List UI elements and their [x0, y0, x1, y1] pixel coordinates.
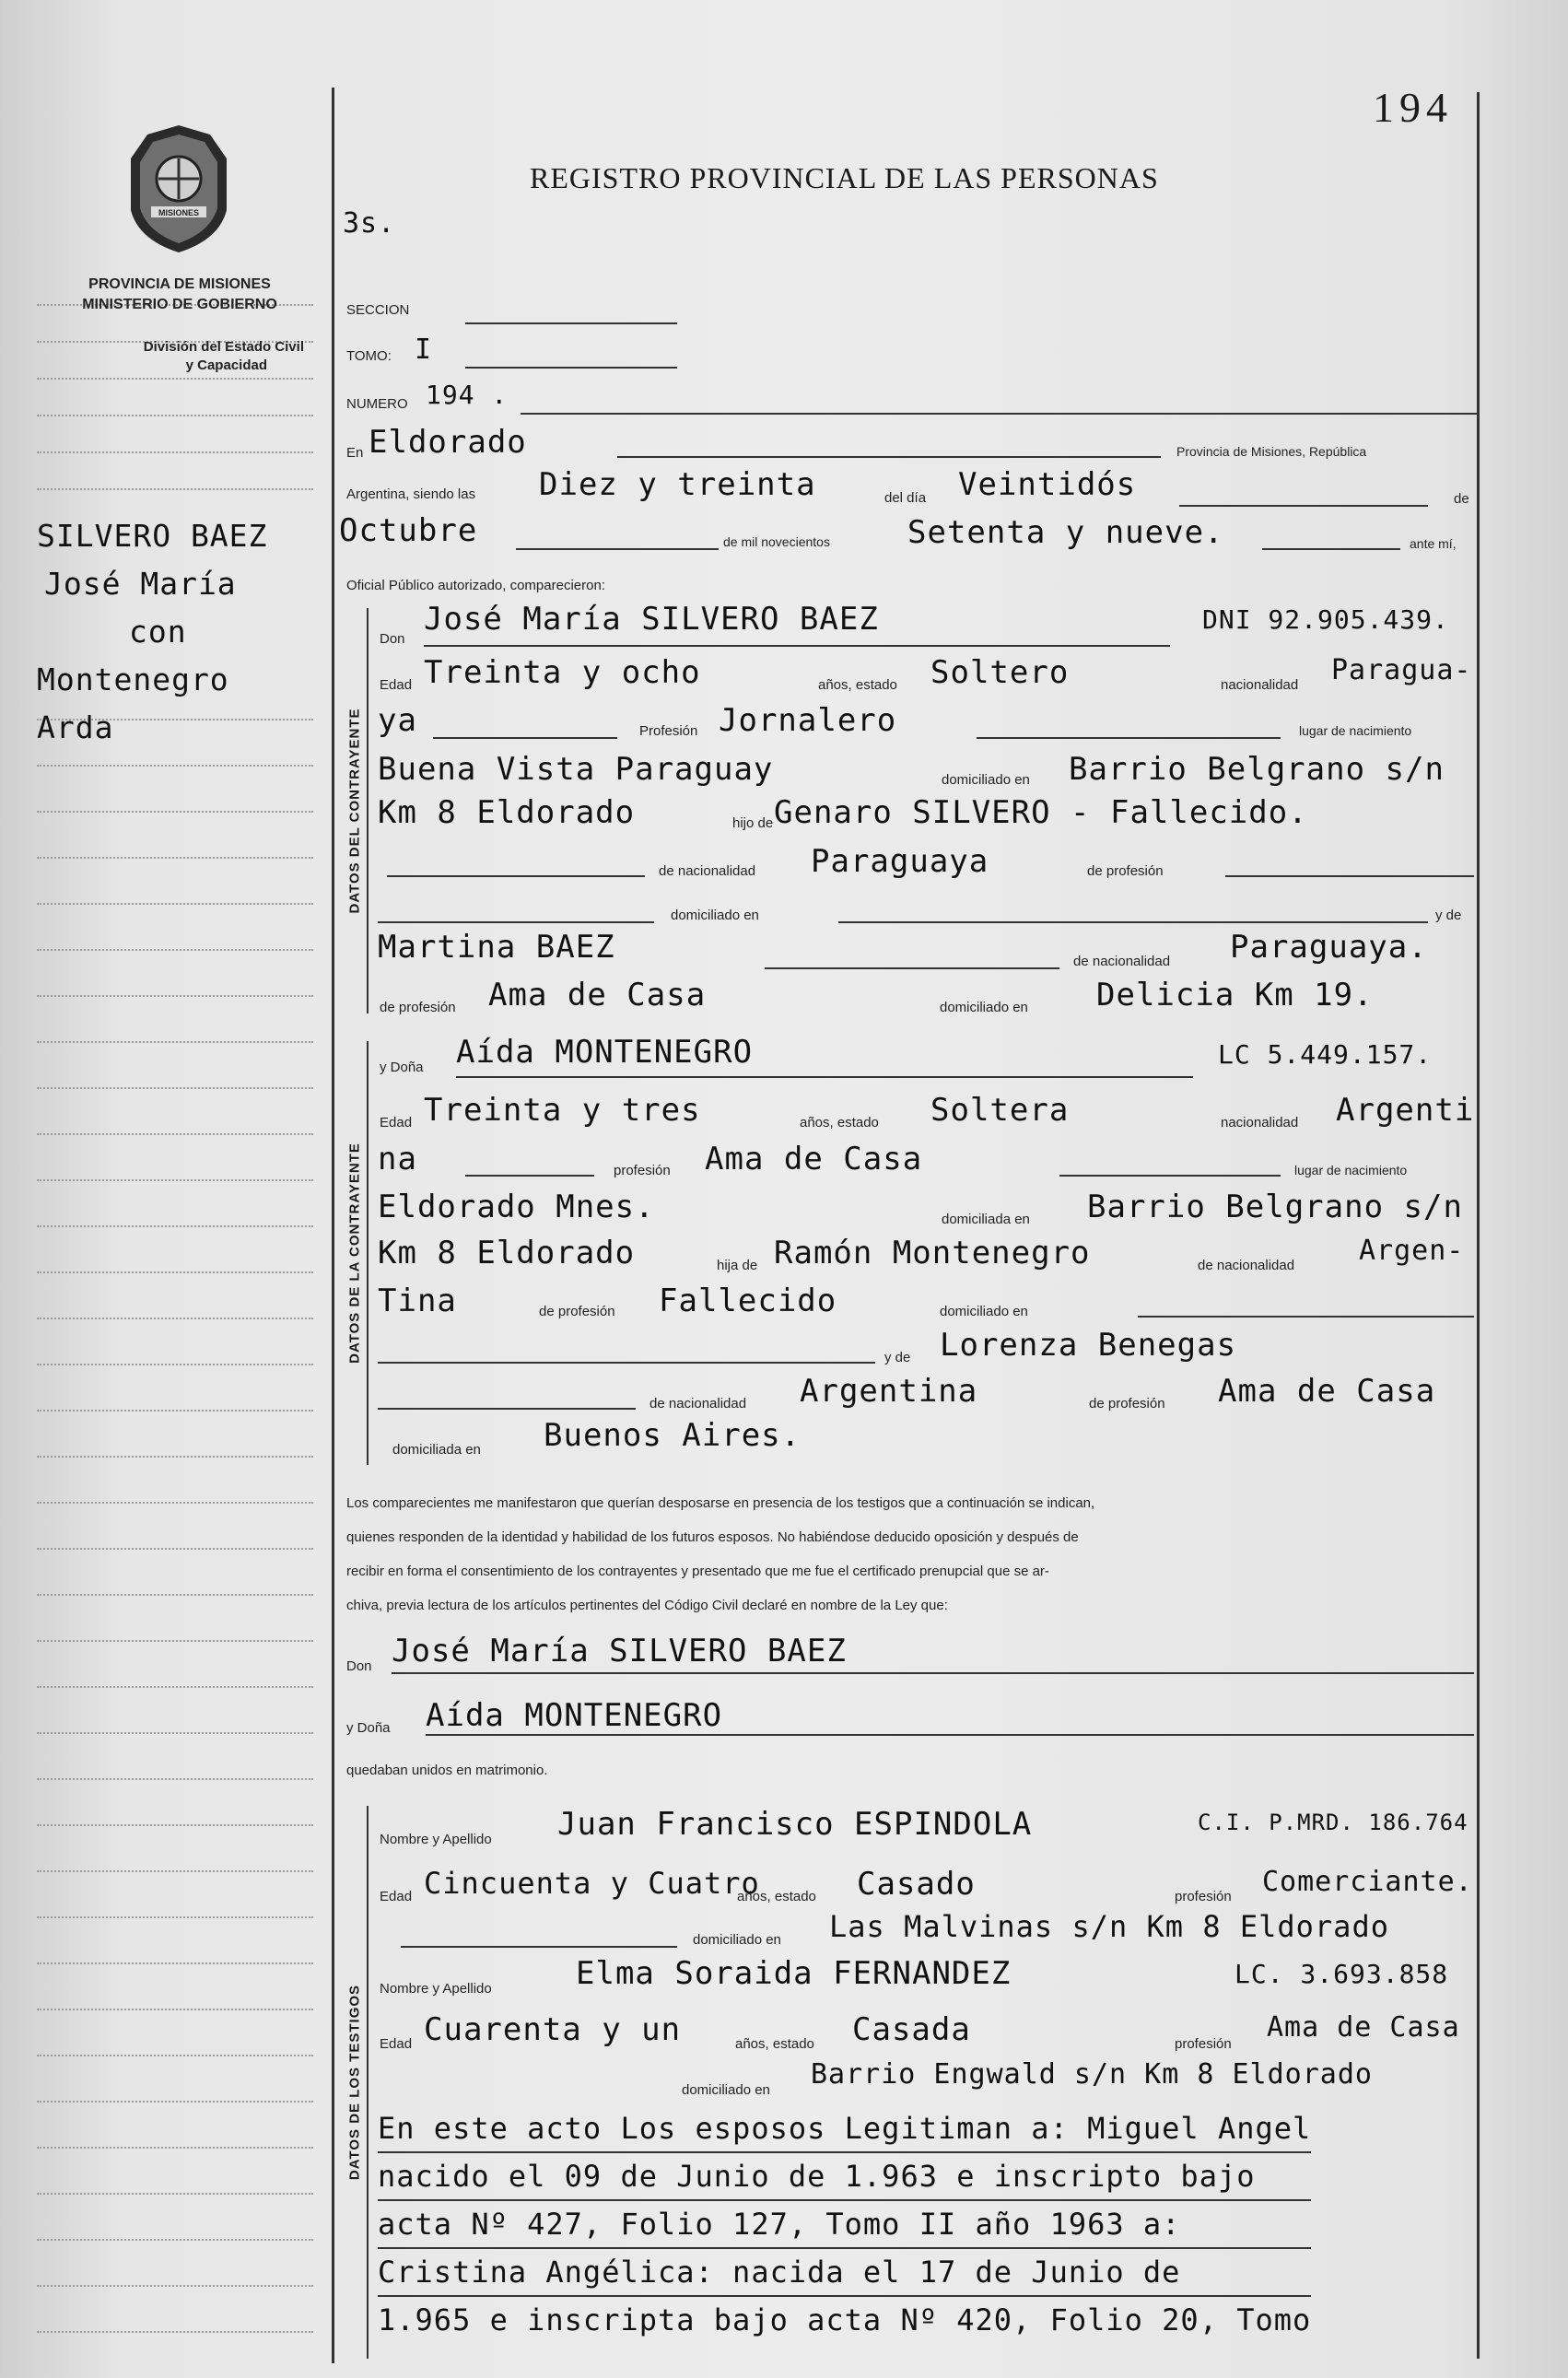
w2-status: Casada [852, 2011, 971, 2048]
w2-name-label: Nombre y Apellido [380, 1981, 492, 1997]
w1-edad-label: Edad [380, 1889, 413, 1904]
bride-y-de-label: y de [884, 1350, 911, 1365]
ante-label: ante mí, [1410, 536, 1457, 551]
union-don-label: Don [346, 1658, 372, 1674]
union-bride: Aída MONTENEGRO [426, 1697, 723, 1734]
w2-dom-label: domiciliado en [682, 2082, 770, 2098]
groom-mother-profession: Ama de Casa [488, 977, 707, 1013]
groom-mother-dom-label: domiciliado en [940, 1000, 1028, 1015]
right-rule [1477, 92, 1480, 2359]
groom-mother: Martina BAEZ [378, 929, 615, 966]
w2-address: Barrio Engwald s/n Km 8 Eldorado [811, 2058, 1373, 2091]
tomo-label: TOMO: [346, 348, 392, 364]
witnesses-band: DATOS DE LOS TESTIGOS [346, 1984, 363, 2181]
legitimation-line: nacido el 09 de Junio de 1.963 e inscripto bajo [378, 2153, 1311, 2201]
bride-domiciliada-label: domiciliada en [942, 1212, 1030, 1227]
agency-ministry: MINISTERIO DE GOBIERNO [82, 297, 277, 312]
w2-prof-label: profesión [1175, 2036, 1232, 2052]
bride-mother-nac-label: de nacionalidad [649, 1396, 747, 1412]
bride-mother-dom-label: domiciliada en [392, 1442, 481, 1458]
groom-nacionalidad-label: nacionalidad [1221, 677, 1299, 693]
groom-nationality-1: Paragua- [1331, 654, 1472, 686]
bride-profesion-label: profesión [614, 1163, 671, 1178]
groom-birthplace: Buena Vista Paraguay [378, 751, 774, 788]
groom-name: José María SILVERO BAEZ [424, 601, 879, 638]
argentina-label: Argentina, siendo las [346, 486, 476, 502]
seal-text: MISIONES [158, 208, 200, 217]
tomo-value: I [415, 334, 433, 366]
groom-mother-nac-label: de nacionalidad [1073, 954, 1171, 969]
statement-line: recibir en forma el consentimiento de los contrayentes y presentado que me fue el certificado prenupcial que se ar- [346, 1564, 1049, 1579]
bride-father-dom-label: domiciliado en [940, 1304, 1028, 1319]
agency-division: División del Estado Civil [143, 339, 304, 355]
groom-mother-nationality: Paraguaya. [1230, 929, 1428, 966]
groom-civil-status: Soltero [930, 654, 1070, 691]
bride-father-nac-label: de nacionalidad [1198, 1258, 1295, 1273]
bride-mother-prof-label: de profesión [1089, 1396, 1165, 1412]
bride-mother-profession: Ama de Casa [1218, 1373, 1436, 1410]
mil-label: de mil novecientos [723, 534, 830, 549]
margin-montenegro: Montenegro [37, 662, 229, 697]
agency-capacity: y Capacidad [185, 357, 267, 373]
bride-anos-label: años, estado [800, 1115, 879, 1130]
day-value: Veintidós [958, 466, 1137, 503]
bride-dona-label: y Doña [380, 1060, 424, 1075]
bride-document: LC 5.449.157. [1218, 1039, 1433, 1070]
oficial-label: Oficial Público autorizado, comparecieron: [346, 578, 605, 593]
w1-profession: Comerciante. [1262, 1866, 1473, 1898]
w2-document: LC. 3.693.858 [1235, 1959, 1449, 1989]
w1-dom-label: domiciliado en [693, 1932, 781, 1948]
w2-age: Cuarenta y un [424, 2011, 682, 2048]
w2-profession: Ama de Casa [1267, 2011, 1460, 2044]
bride-profession: Ama de Casa [705, 1141, 923, 1177]
margin-surname: SILVERO BAEZ [37, 518, 268, 554]
groom-father: Genaro SILVERO - Fallecido. [774, 794, 1308, 831]
bride-mother-nationality: Argentina [800, 1373, 978, 1410]
statement-text [346, 1486, 1094, 1622]
year-value: Setenta y nueve. [907, 514, 1224, 551]
groom-mother-prof-label: de profesión [380, 1000, 456, 1015]
w1-anos-label: años, estado [737, 1889, 816, 1904]
legitimation-line: 1.965 e inscripta bajo acta Nº 420, Folio 20, Tomo [378, 2302, 1312, 2337]
bride-father: Ramón Montenegro [774, 1235, 1091, 1271]
groom-band: DATOS DEL CONTRAYENTE [346, 708, 363, 914]
w1-prof-label: profesión [1175, 1889, 1232, 1904]
bride-nacionalidad-label: nacionalidad [1221, 1115, 1299, 1130]
annotation-3s: 3s. [343, 207, 396, 240]
groom-y-de-label: y de [1435, 908, 1462, 923]
legitimation-line: acta Nº 427, Folio 127, Tomo II año 1963 a: [378, 2201, 1311, 2249]
groom-lugar-label: lugar de nacimiento [1299, 723, 1412, 738]
groom-domiciliado-label: domiciliado en [942, 772, 1030, 788]
provincial-seal-icon [118, 122, 240, 255]
page-title: REGISTRO PROVINCIAL DE LAS PERSONAS [530, 161, 1159, 194]
statement-line: chiva, previa lectura de los artículos pertinentes del Código Civil declaré en nombre de la Ley que: [346, 1598, 948, 1613]
groom-father-dom-label: domiciliado en [671, 908, 759, 923]
w1-address: Las Malvinas s/n Km 8 Eldorado [829, 1909, 1389, 1944]
w1-document: C.I. P.MRD. 186.764 [1198, 1810, 1469, 1835]
page-number: 194 [1373, 84, 1453, 131]
groom-nationality-2: ya [378, 702, 417, 739]
groom-anos-label: años, estado [818, 677, 897, 693]
agency-province: PROVINCIA DE MISIONES [88, 276, 271, 292]
del-dia-label: del día [884, 490, 927, 506]
bride-address-1: Barrio Belgrano s/n [1087, 1189, 1463, 1225]
bride-hija-label: hija de [717, 1258, 758, 1273]
union-dona-label: y Doña [346, 1720, 391, 1736]
numero-value: 194 . [426, 380, 509, 410]
groom-age: Treinta y ocho [424, 654, 701, 691]
groom-mother-address: Delicia Km 19. [1096, 977, 1374, 1013]
groom-hijo-label: hijo de [732, 815, 774, 831]
groom-edad-label: Edad [380, 677, 413, 693]
w1-name-label: Nombre y Apellido [380, 1832, 492, 1847]
union-closing: quedaban unidos en matrimonio. [346, 1763, 548, 1778]
groom-profesion-label: Profesión [639, 723, 698, 739]
statement-line: Los comparecientes me manifestaron que querían desposarse en presencia de los testigos que a continuación se indican, [346, 1495, 1095, 1511]
margin-con: con [129, 614, 187, 650]
groom-profession: Jornalero [719, 702, 897, 739]
bride-band: DATOS DE LA CONTRAYENTE [346, 1142, 363, 1364]
bride-mother-address: Buenos Aires. [544, 1417, 802, 1454]
w2-edad-label: Edad [380, 2036, 413, 2052]
bride-birthplace: Eldorado Mnes. [378, 1189, 655, 1225]
legitimation-text [378, 2105, 1311, 2343]
legitimation-line: En este acto Los esposos Legitiman a: Miguel Angel [378, 2105, 1311, 2153]
statement-line: quienes responden de la identidad y habilidad de los futuros esposos. No habiéndose deducido oposición y después de [346, 1529, 1079, 1545]
month-value: Octubre [339, 512, 478, 549]
groom-address-1: Barrio Belgrano s/n [1069, 751, 1445, 788]
w1-status: Casado [857, 1866, 976, 1903]
bride-father-nationality-1: Argen- [1359, 1235, 1465, 1267]
de-label: de [1454, 491, 1469, 507]
margin-arda: Arda [37, 709, 114, 745]
margin-rule [332, 88, 334, 2363]
bride-nationality-1: Argenti [1336, 1092, 1475, 1129]
groom-father-nac-label: de nacionalidad [659, 863, 756, 879]
bride-father-nationality-2: Tina [378, 1283, 457, 1319]
provincia-label: Provincia de Misiones, República [1176, 444, 1367, 459]
w2-name: Elma Soraida FERNANDEZ [576, 1955, 1012, 1992]
bride-father-prof-label: de profesión [539, 1304, 615, 1319]
groom-father-prof-label: de profesión [1087, 863, 1164, 879]
bride-mother: Lorenza Benegas [940, 1327, 1237, 1364]
bride-address-2: Km 8 Eldorado [378, 1235, 636, 1271]
union-groom: José María SILVERO BAEZ [392, 1633, 847, 1669]
w2-anos-label: años, estado [735, 2036, 814, 2052]
groom-document: DNI 92.905.439. [1202, 604, 1449, 635]
bride-nationality-2: na [378, 1141, 417, 1177]
bride-edad-label: Edad [380, 1115, 413, 1130]
bride-civil-status: Soltera [930, 1092, 1070, 1129]
bride-name: Aída MONTENEGRO [456, 1034, 754, 1071]
groom-father-nationality: Paraguaya [811, 843, 989, 880]
numero-label: NUMERO [346, 396, 408, 412]
w1-name: Juan Francisco ESPINDOLA [557, 1806, 1033, 1843]
w1-age: Cincuenta y Cuatro [424, 1866, 760, 1901]
bride-father-profession: Fallecido [659, 1283, 837, 1319]
groom-don-label: Don [380, 631, 405, 647]
groom-address-2: Km 8 Eldorado [378, 794, 636, 831]
bride-lugar-label: lugar de nacimiento [1294, 1163, 1408, 1177]
hour-value: Diez y treinta [539, 466, 816, 503]
place-value: Eldorado [369, 424, 527, 461]
en-label: En [346, 445, 364, 461]
legitimation-line: Cristina Angélica: nacida el 17 de Junio de [378, 2249, 1311, 2297]
margin-given: José María [44, 566, 237, 602]
bride-age: Treinta y tres [424, 1092, 701, 1129]
seccion-label: SECCION [346, 302, 410, 318]
